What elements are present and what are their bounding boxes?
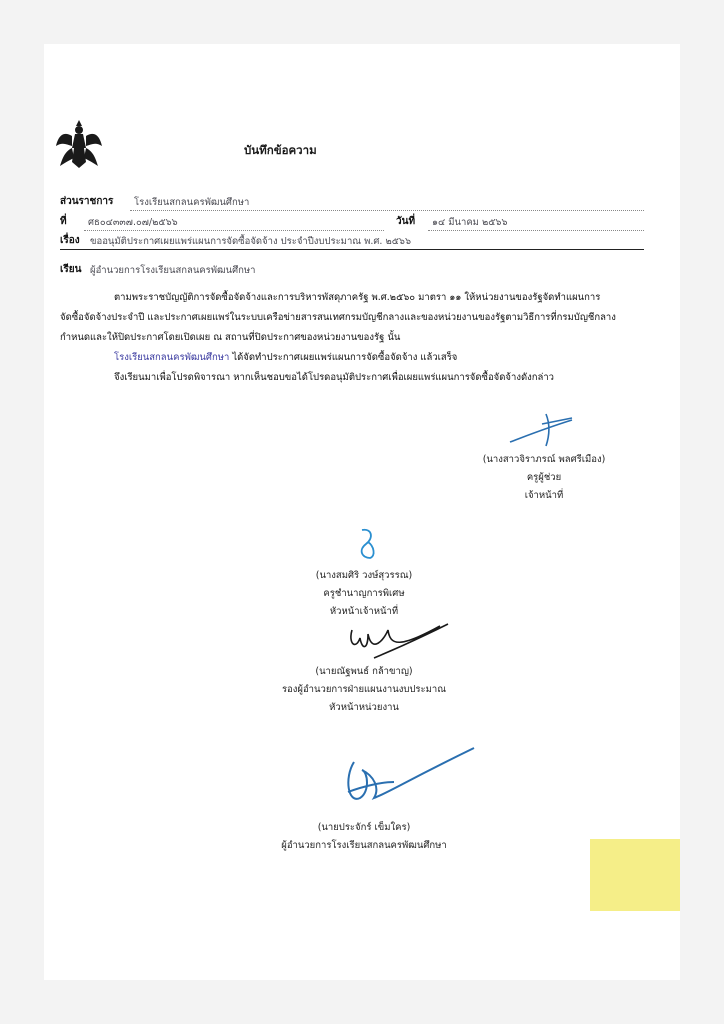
signature-3-mark [344,620,454,664]
ref-label: ที่ [60,216,67,227]
department-label: ส่วนราชการ [60,196,114,207]
body-paragraph-2 [114,350,457,365]
signature-1-name: (นางสาวจิราภรณ์ พลศรีเมือง) [482,454,606,465]
signature-2-role: หัวหน้าเจ้าหน้าที่ [329,606,399,617]
signature-3-name: (นายณัฐพนธ์ กล้าขาญ) [315,666,413,677]
dotted-underline [84,230,384,231]
signature-3-position: รองผู้อำนวยการฝ่ายแผนงานงบประมาณ [281,684,447,695]
signature-2-name: (นางสมศิริ วงษ์สุวรรณ) [315,570,413,581]
body-paragraph-line: จัดซื้อจัดจ้างประจำปี และประกาศเผยแพร่ในระบบเครือข่ายสารสนเทศกรมบัญชีกลางและของหน่วยงานของรัฐตามวิธีการที่กรมบัญชีกลาง [60,312,616,323]
dotted-underline [428,230,644,231]
salutation-value: ผู้อำนวยการโรงเรียนสกลนครพัฒนศึกษา [90,265,256,276]
signature-4-position: ผู้อำนวยการโรงเรียนสกลนครพัฒนศึกษา [281,840,447,851]
date-value: ๑๔ มีนาคม ๒๕๖๖ [432,217,508,228]
body-text: ได้จัดทำประกาศเผยแพร่แผนการจัดซื้อจัดจ้าง แล้วเสร็จ [229,352,458,363]
department-value: โรงเรียนสกลนครพัฒนศึกษา [134,197,250,208]
salutation-label: เรียน [60,264,82,275]
sticky-note [590,839,680,911]
signature-1-position: ครูผู้ช่วย [526,472,562,483]
body-paragraph-line: กำหนดและให้ปิดประกาศโดยเปิดเผย ณ สถานที่ปิดประกาศของหน่วยงานของรัฐ นั้น [60,332,401,343]
body-paragraph-3: จึงเรียนมาเพื่อโปรดพิจารณา หากเห็นชอบขอได้โปรดอนุมัติประกาศเพื่อเผยแพร่แผนการจัดซื้อจัดจ้างดังกล่าว [114,372,555,383]
signature-2-mark [352,524,382,564]
signature-3-role: หัวหน้าหน่วยงาน [329,702,399,713]
header-divider [60,249,644,250]
garuda-emblem-icon [54,116,104,172]
memo-page [44,44,680,980]
subject-value: ขออนุมัติประกาศเผยแพร่แผนการจัดซื้อจัดจ้าง ประจำปีงบประมาณ พ.ศ. ๒๕๖๖ [90,236,411,247]
subject-label: เรื่อง [60,235,80,246]
ref-value: ศธ๐๔๓๓๗.๐๗/๒๕๖๖ [88,217,178,228]
school-name: โรงเรียนสกลนครพัฒนศึกษา [114,352,230,363]
body-paragraph-line: ตามพระราชบัญญัติการจัดซื้อจัดจ้างและการบริหารพัสดุภาครัฐ พ.ศ.๒๕๖๐ มาตรา ๑๑ ให้หน่วยงานของรัฐจัดทำแผนการ [114,292,601,303]
signature-2-position: ครูชำนาญการพิเศษ [323,588,405,599]
memo-title: บันทึกข้อความ [244,143,317,157]
signature-4-name: (นายประจักร์ เข็มใคร) [317,822,411,833]
date-label: วันที่ [396,216,416,227]
dotted-underline [130,210,644,211]
signature-1-role: เจ้าหน้าที่ [524,490,564,501]
signature-4-mark [334,742,484,812]
signature-1-mark [506,410,586,450]
